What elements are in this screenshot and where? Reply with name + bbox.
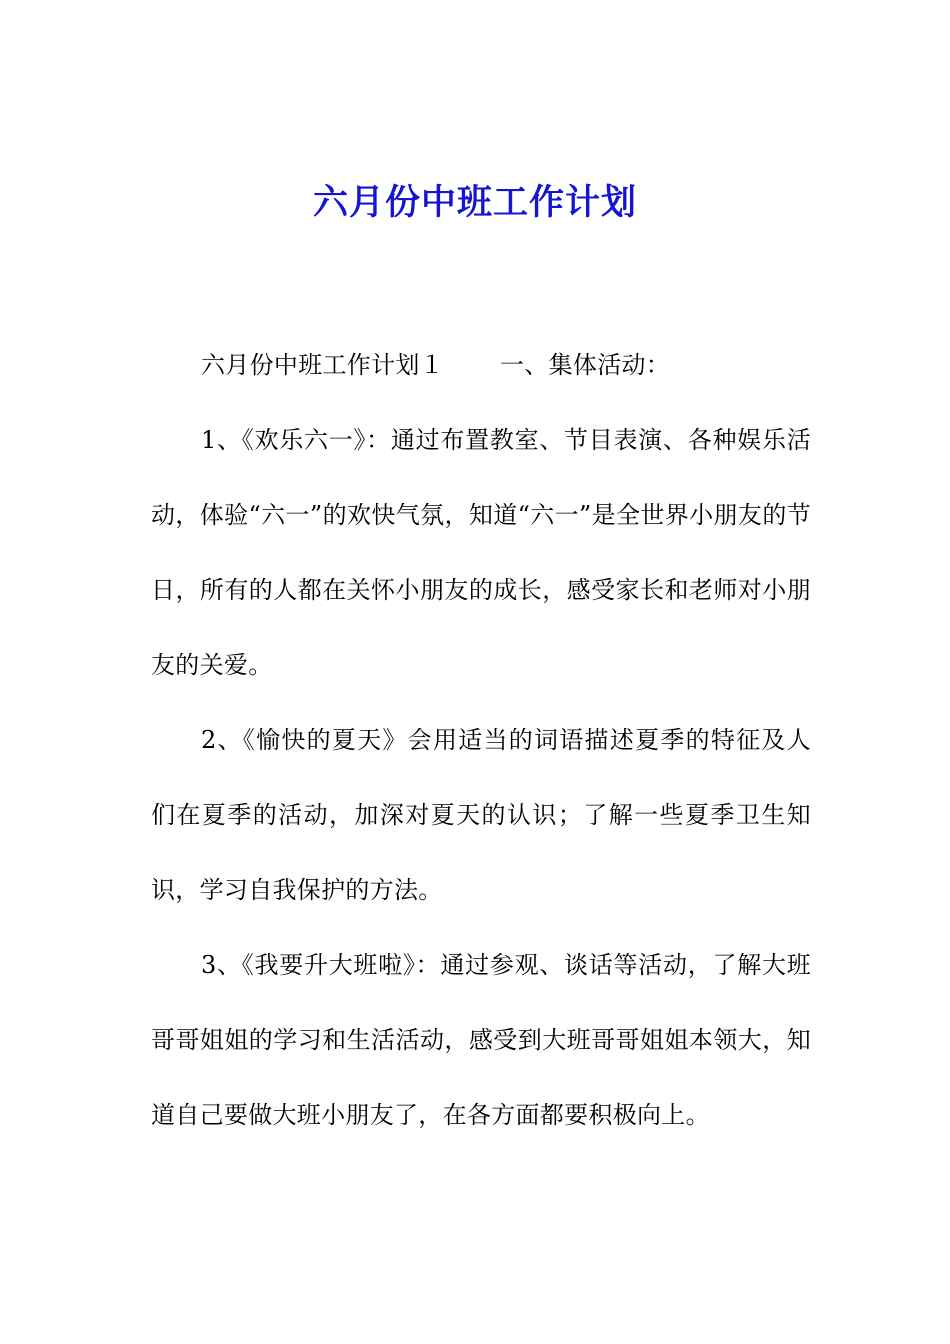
item-3-paragraph: 3、《我要升大班啦》：通过参观、谈话等活动，了解大班哥哥姐姐的学习和生活活动，感受到大班哥哥姐姐本领大，知道自己要做大班小朋友了，在各方面都要积极向上。 xyxy=(151,951,811,1129)
document-body xyxy=(151,328,811,1153)
plan-heading: 六月份中班工作计划１ xyxy=(201,351,444,379)
item-1-paragraph: 1、《欢乐六一》：通过布置教室、节目表演、各种娱乐活动，体验“六一”的欢快气氛，知道“六一”是全世界小朋友的节日，所有的人都在关怀小朋友的成长，感受家长和老师对小朋友的关爱。 xyxy=(151,426,811,679)
intro-paragraph xyxy=(151,328,811,403)
section-heading: 一、集体活动： xyxy=(500,351,671,379)
item-2-paragraph: 2、《愉快的夏天》会用适当的词语描述夏季的特征及人们在夏季的活动，加深对夏天的认识；了解一些夏季卫生知识，学习自我保护的方法。 xyxy=(151,726,811,904)
document-title: 六月份中班工作计划 xyxy=(312,183,637,223)
